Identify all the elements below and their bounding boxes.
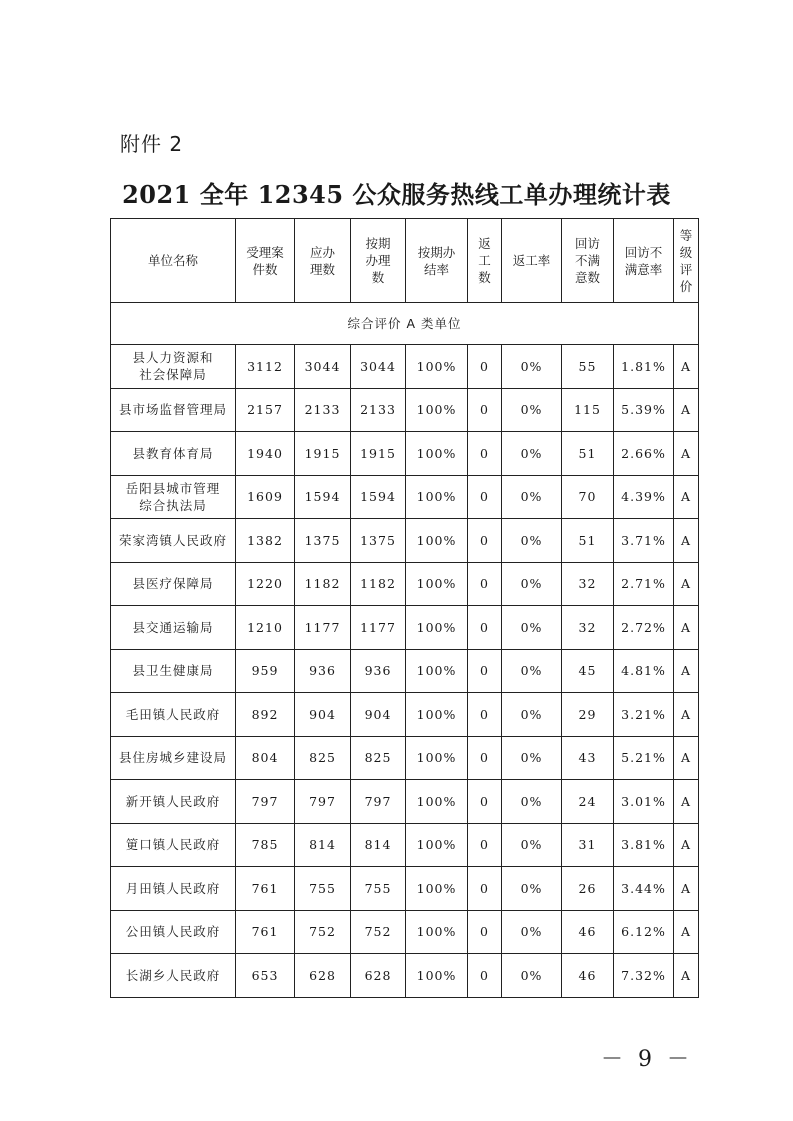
rework-rate-cell: 0% — [502, 432, 562, 476]
table-row — [111, 562, 699, 606]
column-header-received: 受理案 件数 — [236, 219, 295, 303]
ontime-rate-cell: 100% — [406, 736, 468, 780]
table-row — [111, 823, 699, 867]
rework-rate-cell: 0% — [502, 562, 562, 606]
dissatisfied-cell: 29 — [562, 693, 614, 737]
due-cell: 1915 — [295, 432, 351, 476]
due-cell: 3044 — [295, 345, 351, 389]
attachment-label: 附件 2 — [120, 132, 184, 156]
dissatisfied-rate-cell: 7.32% — [614, 954, 674, 998]
due-cell: 755 — [295, 867, 351, 911]
due-cell: 904 — [295, 693, 351, 737]
dissatisfied-cell: 32 — [562, 562, 614, 606]
received-cell: 3112 — [236, 345, 295, 389]
dissatisfied-cell: 51 — [562, 519, 614, 563]
dissatisfied-cell: 32 — [562, 606, 614, 650]
dissatisfied-cell: 70 — [562, 475, 614, 519]
due-cell: 1375 — [295, 519, 351, 563]
grade-cell: A — [674, 954, 699, 998]
table-row — [111, 606, 699, 650]
rework-rate-cell: 0% — [502, 475, 562, 519]
column-header-rework-rate: 返工率 — [502, 219, 562, 303]
grade-cell: A — [674, 780, 699, 824]
received-cell: 1210 — [236, 606, 295, 650]
ontime-cell: 3044 — [351, 345, 406, 389]
rework-rate-cell: 0% — [502, 649, 562, 693]
rework-cell: 0 — [468, 562, 502, 606]
ontime-rate-cell: 100% — [406, 649, 468, 693]
ontime-cell: 1182 — [351, 562, 406, 606]
table-row — [111, 736, 699, 780]
rework-cell: 0 — [468, 345, 502, 389]
section-row — [111, 303, 699, 345]
unit-cell: 长湖乡人民政府 — [111, 954, 236, 998]
dissatisfied-rate-cell: 4.39% — [614, 475, 674, 519]
dissatisfied-rate-cell: 3.81% — [614, 823, 674, 867]
dissatisfied-cell: 31 — [562, 823, 614, 867]
ontime-cell: 755 — [351, 867, 406, 911]
dissatisfied-rate-cell: 3.71% — [614, 519, 674, 563]
rework-cell: 0 — [468, 388, 502, 432]
unit-cell: 县医疗保障局 — [111, 562, 236, 606]
received-cell: 1382 — [236, 519, 295, 563]
ontime-cell: 904 — [351, 693, 406, 737]
header-row — [111, 219, 699, 303]
received-cell: 761 — [236, 867, 295, 911]
grade-cell: A — [674, 867, 699, 911]
rework-rate-cell: 0% — [502, 823, 562, 867]
document-title: 2021 全年 12345 公众服务热线工单办理统计表 — [122, 180, 671, 209]
rework-rate-cell: 0% — [502, 345, 562, 389]
unit-cell: 县人力资源和 社会保障局 — [111, 345, 236, 389]
table-row — [111, 432, 699, 476]
grade-cell: A — [674, 562, 699, 606]
due-cell: 628 — [295, 954, 351, 998]
dissatisfied-cell: 55 — [562, 345, 614, 389]
received-cell: 959 — [236, 649, 295, 693]
ontime-rate-cell: 100% — [406, 606, 468, 650]
dissatisfied-cell: 26 — [562, 867, 614, 911]
due-cell: 1182 — [295, 562, 351, 606]
rework-rate-cell: 0% — [502, 780, 562, 824]
unit-cell: 县教育体育局 — [111, 432, 236, 476]
ontime-rate-cell: 100% — [406, 693, 468, 737]
rework-rate-cell: 0% — [502, 867, 562, 911]
statistics-table — [110, 218, 699, 998]
ontime-cell: 628 — [351, 954, 406, 998]
column-header-due: 应办 理数 — [295, 219, 351, 303]
grade-cell: A — [674, 388, 699, 432]
dissatisfied-rate-cell: 3.01% — [614, 780, 674, 824]
grade-cell: A — [674, 432, 699, 476]
ontime-rate-cell: 100% — [406, 823, 468, 867]
ontime-cell: 1375 — [351, 519, 406, 563]
dissatisfied-cell: 46 — [562, 954, 614, 998]
rework-cell: 0 — [468, 954, 502, 998]
unit-cell: 筻口镇人民政府 — [111, 823, 236, 867]
rework-cell: 0 — [468, 867, 502, 911]
rework-cell: 0 — [468, 910, 502, 954]
received-cell: 785 — [236, 823, 295, 867]
grade-cell: A — [674, 736, 699, 780]
due-cell: 936 — [295, 649, 351, 693]
column-header-unit: 单位名称 — [111, 219, 236, 303]
received-cell: 1940 — [236, 432, 295, 476]
unit-cell: 新开镇人民政府 — [111, 780, 236, 824]
dissatisfied-rate-cell: 2.71% — [614, 562, 674, 606]
dissatisfied-cell: 24 — [562, 780, 614, 824]
ontime-cell: 752 — [351, 910, 406, 954]
ontime-cell: 1177 — [351, 606, 406, 650]
ontime-cell: 1915 — [351, 432, 406, 476]
received-cell: 761 — [236, 910, 295, 954]
ontime-cell: 1594 — [351, 475, 406, 519]
dissatisfied-rate-cell: 5.39% — [614, 388, 674, 432]
ontime-rate-cell: 100% — [406, 910, 468, 954]
rework-cell: 0 — [468, 475, 502, 519]
rework-rate-cell: 0% — [502, 910, 562, 954]
ontime-rate-cell: 100% — [406, 432, 468, 476]
ontime-cell: 825 — [351, 736, 406, 780]
due-cell: 752 — [295, 910, 351, 954]
dissatisfied-cell: 115 — [562, 388, 614, 432]
dissatisfied-cell: 45 — [562, 649, 614, 693]
table-row — [111, 954, 699, 998]
unit-cell: 公田镇人民政府 — [111, 910, 236, 954]
rework-cell: 0 — [468, 823, 502, 867]
rework-cell: 0 — [468, 693, 502, 737]
table-row — [111, 345, 699, 389]
dissatisfied-rate-cell: 2.72% — [614, 606, 674, 650]
unit-cell: 岳阳县城市管理 综合执法局 — [111, 475, 236, 519]
ontime-cell: 814 — [351, 823, 406, 867]
rework-rate-cell: 0% — [502, 388, 562, 432]
dissatisfied-rate-cell: 1.81% — [614, 345, 674, 389]
dissatisfied-cell: 43 — [562, 736, 614, 780]
ontime-cell: 2133 — [351, 388, 406, 432]
rework-cell: 0 — [468, 432, 502, 476]
dissatisfied-rate-cell: 5.21% — [614, 736, 674, 780]
ontime-rate-cell: 100% — [406, 388, 468, 432]
ontime-rate-cell: 100% — [406, 475, 468, 519]
dissatisfied-rate-cell: 3.21% — [614, 693, 674, 737]
table-row — [111, 910, 699, 954]
received-cell: 797 — [236, 780, 295, 824]
dissatisfied-cell: 46 — [562, 910, 614, 954]
received-cell: 892 — [236, 693, 295, 737]
received-cell: 1220 — [236, 562, 295, 606]
received-cell: 1609 — [236, 475, 295, 519]
rework-cell: 0 — [468, 519, 502, 563]
column-header-rework: 返 工 数 — [468, 219, 502, 303]
grade-cell: A — [674, 519, 699, 563]
due-cell: 1177 — [295, 606, 351, 650]
rework-rate-cell: 0% — [502, 519, 562, 563]
unit-cell: 县市场监督管理局 — [111, 388, 236, 432]
ontime-rate-cell: 100% — [406, 519, 468, 563]
column-header-dissatisfied-rate: 回访不 满意率 — [614, 219, 674, 303]
table-row — [111, 475, 699, 519]
rework-rate-cell: 0% — [502, 954, 562, 998]
table-row — [111, 388, 699, 432]
ontime-cell: 936 — [351, 649, 406, 693]
unit-cell: 毛田镇人民政府 — [111, 693, 236, 737]
column-header-grade: 等 级 评 价 — [674, 219, 699, 303]
grade-cell: A — [674, 606, 699, 650]
table-row — [111, 780, 699, 824]
unit-cell: 县住房城乡建设局 — [111, 736, 236, 780]
unit-cell: 县交通运输局 — [111, 606, 236, 650]
rework-cell: 0 — [468, 606, 502, 650]
ontime-rate-cell: 100% — [406, 954, 468, 998]
grade-cell: A — [674, 693, 699, 737]
rework-rate-cell: 0% — [502, 693, 562, 737]
table-row — [111, 519, 699, 563]
grade-cell: A — [674, 910, 699, 954]
table-row — [111, 649, 699, 693]
ontime-rate-cell: 100% — [406, 562, 468, 606]
dissatisfied-rate-cell: 2.66% — [614, 432, 674, 476]
ontime-rate-cell: 100% — [406, 867, 468, 911]
rework-rate-cell: 0% — [502, 606, 562, 650]
grade-cell: A — [674, 823, 699, 867]
due-cell: 1594 — [295, 475, 351, 519]
grade-cell: A — [674, 649, 699, 693]
grade-cell: A — [674, 345, 699, 389]
rework-rate-cell: 0% — [502, 736, 562, 780]
dissatisfied-rate-cell: 3.44% — [614, 867, 674, 911]
dissatisfied-cell: 51 — [562, 432, 614, 476]
due-cell: 814 — [295, 823, 351, 867]
section-label: 综合评价 A 类单位 — [111, 303, 699, 345]
due-cell: 797 — [295, 780, 351, 824]
ontime-cell: 797 — [351, 780, 406, 824]
column-header-ontime-rate: 按期办 结率 — [406, 219, 468, 303]
dissatisfied-rate-cell: 6.12% — [614, 910, 674, 954]
table-row — [111, 693, 699, 737]
rework-cell: 0 — [468, 736, 502, 780]
received-cell: 804 — [236, 736, 295, 780]
grade-cell: A — [674, 475, 699, 519]
table-row — [111, 867, 699, 911]
due-cell: 2133 — [295, 388, 351, 432]
received-cell: 2157 — [236, 388, 295, 432]
page-number: － 9 － — [601, 1047, 693, 1072]
ontime-rate-cell: 100% — [406, 345, 468, 389]
received-cell: 653 — [236, 954, 295, 998]
column-header-ontime: 按期 办理 数 — [351, 219, 406, 303]
ontime-rate-cell: 100% — [406, 780, 468, 824]
dissatisfied-rate-cell: 4.81% — [614, 649, 674, 693]
column-header-dissatisfied: 回访 不满 意数 — [562, 219, 614, 303]
unit-cell: 月田镇人民政府 — [111, 867, 236, 911]
unit-cell: 荣家湾镇人民政府 — [111, 519, 236, 563]
rework-cell: 0 — [468, 649, 502, 693]
unit-cell: 县卫生健康局 — [111, 649, 236, 693]
rework-cell: 0 — [468, 780, 502, 824]
due-cell: 825 — [295, 736, 351, 780]
